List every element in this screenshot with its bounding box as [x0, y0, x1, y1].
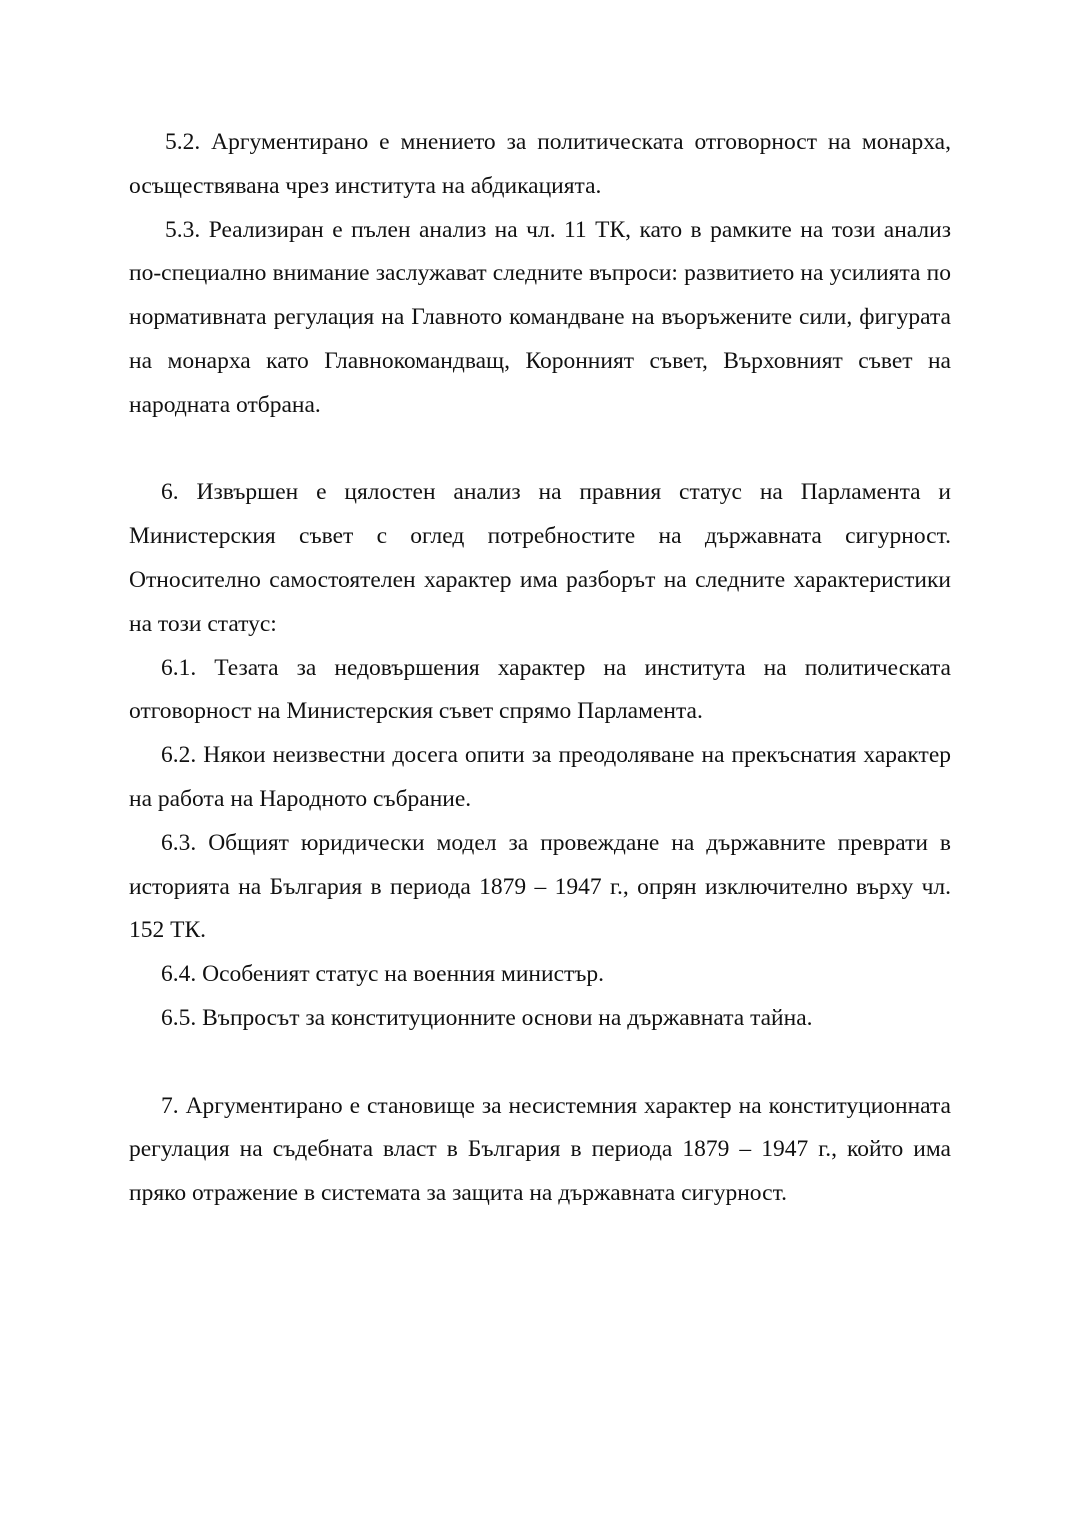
section-spacer	[129, 1041, 951, 1085]
paragraph-6: 6. Извършен е цялостен анализ на правния статус на Парламента и Министерския съвет с оглед потребностите на държавната сигурност. Относително самостоятелен характер има разборът на следните характеристики на този статус:	[129, 479, 951, 637]
paragraph-6-1: 6.1. Тезата за недовършения характер на института на политическата отговорност на Министерския съвет спрямо Парламента.	[129, 654, 951, 725]
paragraph-5-3: 5.3. Реализиран е пълен анализ на чл. 11 ТК, като в рамките на този анализ по-специално внимание заслужават следните въпроси: развитието на усилията по нормативната регулация на Главното командване на въоръжените сили, фигурата на монарха като Главнокомандващ, Коронният съвет, Върховният съвет на народната отбрана.	[129, 216, 951, 418]
paragraph-6-3: 6.3. Общият юридически модел за провеждане на държавните преврати в историята на България в периода 1879 – 1947 г., опрян изключително върху чл. 152 ТК.	[129, 829, 951, 944]
paragraph-6-2: 6.2. Някои неизвестни досега опити за преодоляване на прекъснатия характер на работа на Народното събрание.	[129, 742, 951, 812]
paragraph-7: 7. Аргументирано е становище за несистемния характер на конституционната регулация на съдебната власт в България в периода 1879 – 1947 г., който има пряко отражение в системата за защита на държавната сигурност.	[129, 1092, 951, 1207]
paragraph-5-2: 5.2. Аргументирано е мнението за политическата отговорност на монарха, осъществявана чрез института на абдикацията.	[129, 129, 951, 199]
paragraph-6-5: 6.5. Въпросът за конституционните основи на държавната тайна.	[161, 1004, 813, 1031]
section-spacer	[129, 428, 951, 472]
paragraph-6-4: 6.4. Особеният статус на военния министър.	[161, 961, 605, 988]
document-body	[129, 121, 951, 1216]
